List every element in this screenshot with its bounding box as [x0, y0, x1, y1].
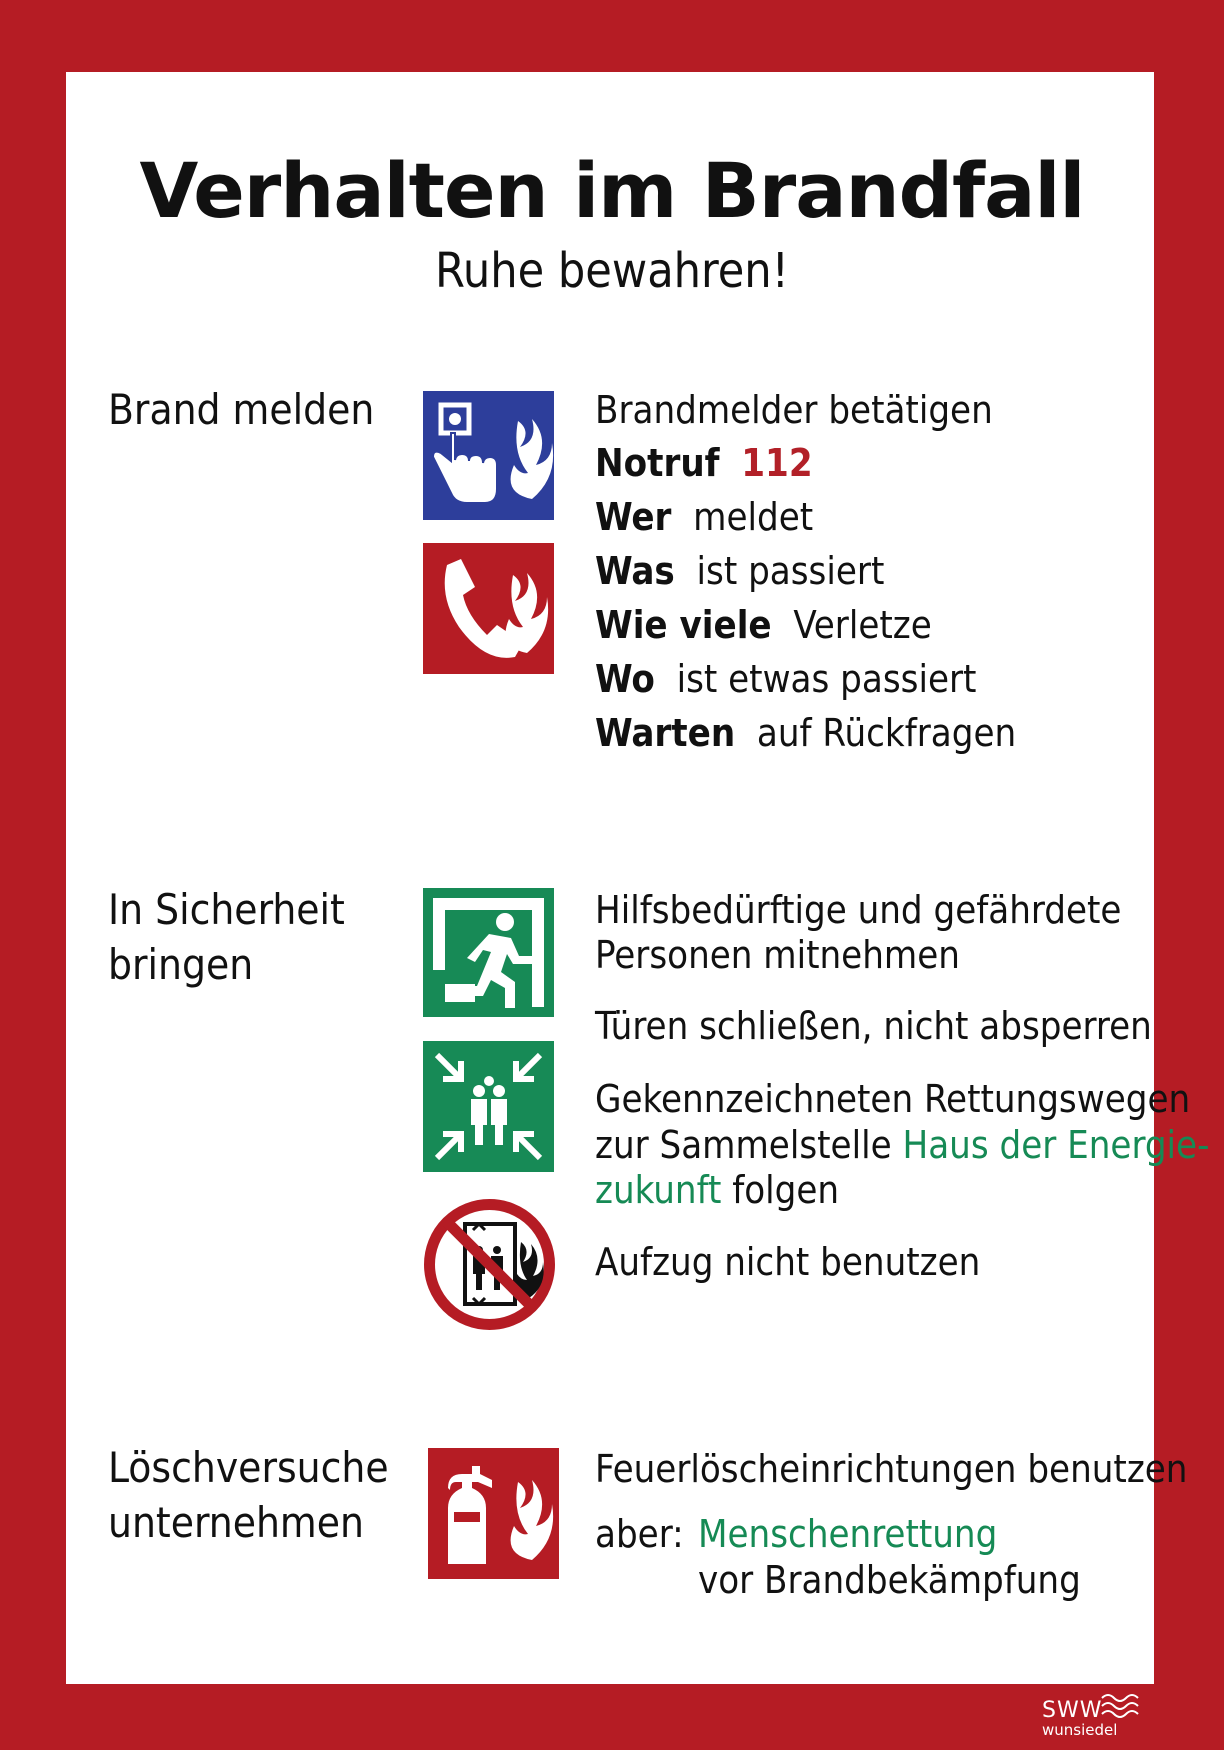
- instruction-brandmelder: Brandmelder betätigen: [595, 388, 993, 432]
- no-elevator-in-fire-icon: [423, 1198, 556, 1331]
- instruction-was: Was ist passiert: [595, 549, 885, 593]
- instruction-hilfsbeduerftige-line1: Hilfsbedürftige und gefährdete: [595, 888, 1122, 932]
- instruction-hilfsbeduerftige-line2: Personen mitnehmen: [595, 933, 960, 977]
- fire-extinguisher-icon: [428, 1448, 559, 1579]
- emergency-exit-icon: [423, 888, 554, 1017]
- instruction-tueren: Türen schließen, nicht absperren: [595, 1004, 1152, 1048]
- sww-logo: SWW wunsiedel: [1042, 1698, 1118, 1739]
- instruction-menschenrettung: Menschenrettung: [698, 1512, 998, 1556]
- emergency-number: 112: [741, 441, 813, 485]
- page-title: Verhalten im Brandfall: [139, 146, 1085, 235]
- assembly-point-icon: [423, 1041, 554, 1172]
- instruction-rettungswege-line1: Gekennzeichneten Rettungswegen: [595, 1077, 1191, 1121]
- emergency-phone-icon: [423, 543, 554, 674]
- assembly-point-name: Haus der Energie-: [902, 1123, 1210, 1167]
- fire-alarm-call-point-icon: [423, 391, 554, 520]
- instruction-rettungswege-line2: zur Sammelstelle Haus der Energie-: [595, 1123, 1210, 1167]
- instruction-notruf: Notruf 112: [595, 441, 813, 485]
- section-heading-sicherheit-line1: In Sicherheit: [108, 885, 345, 934]
- instruction-aufzug: Aufzug nicht benutzen: [595, 1240, 981, 1284]
- instruction-warten: Warten auf Rückfragen: [595, 711, 1017, 755]
- instruction-wer: Wer meldet: [595, 495, 814, 539]
- instruction-rettungswege-line3: zukunft folgen: [595, 1168, 840, 1212]
- wave-icon: [1100, 1690, 1140, 1722]
- instruction-feuerloescher: Feuerlöscheinrichtungen benutzen: [595, 1447, 1188, 1491]
- instruction-wo: Wo ist etwas passiert: [595, 657, 977, 701]
- section-heading-brand-melden: Brand melden: [108, 385, 375, 434]
- instruction-wie-viele: Wie viele Verletze: [595, 603, 932, 647]
- instruction-aber-label: aber:: [595, 1512, 684, 1556]
- section-heading-loeschversuche-line1: Löschversuche: [108, 1443, 389, 1492]
- section-heading-sicherheit-line2: bringen: [108, 940, 254, 989]
- page-subtitle: Ruhe bewahren!: [435, 243, 789, 299]
- instruction-brandbekaempfung: vor Brandbekämpfung: [698, 1558, 1081, 1602]
- section-heading-loeschversuche-line2: unternehmen: [108, 1498, 364, 1547]
